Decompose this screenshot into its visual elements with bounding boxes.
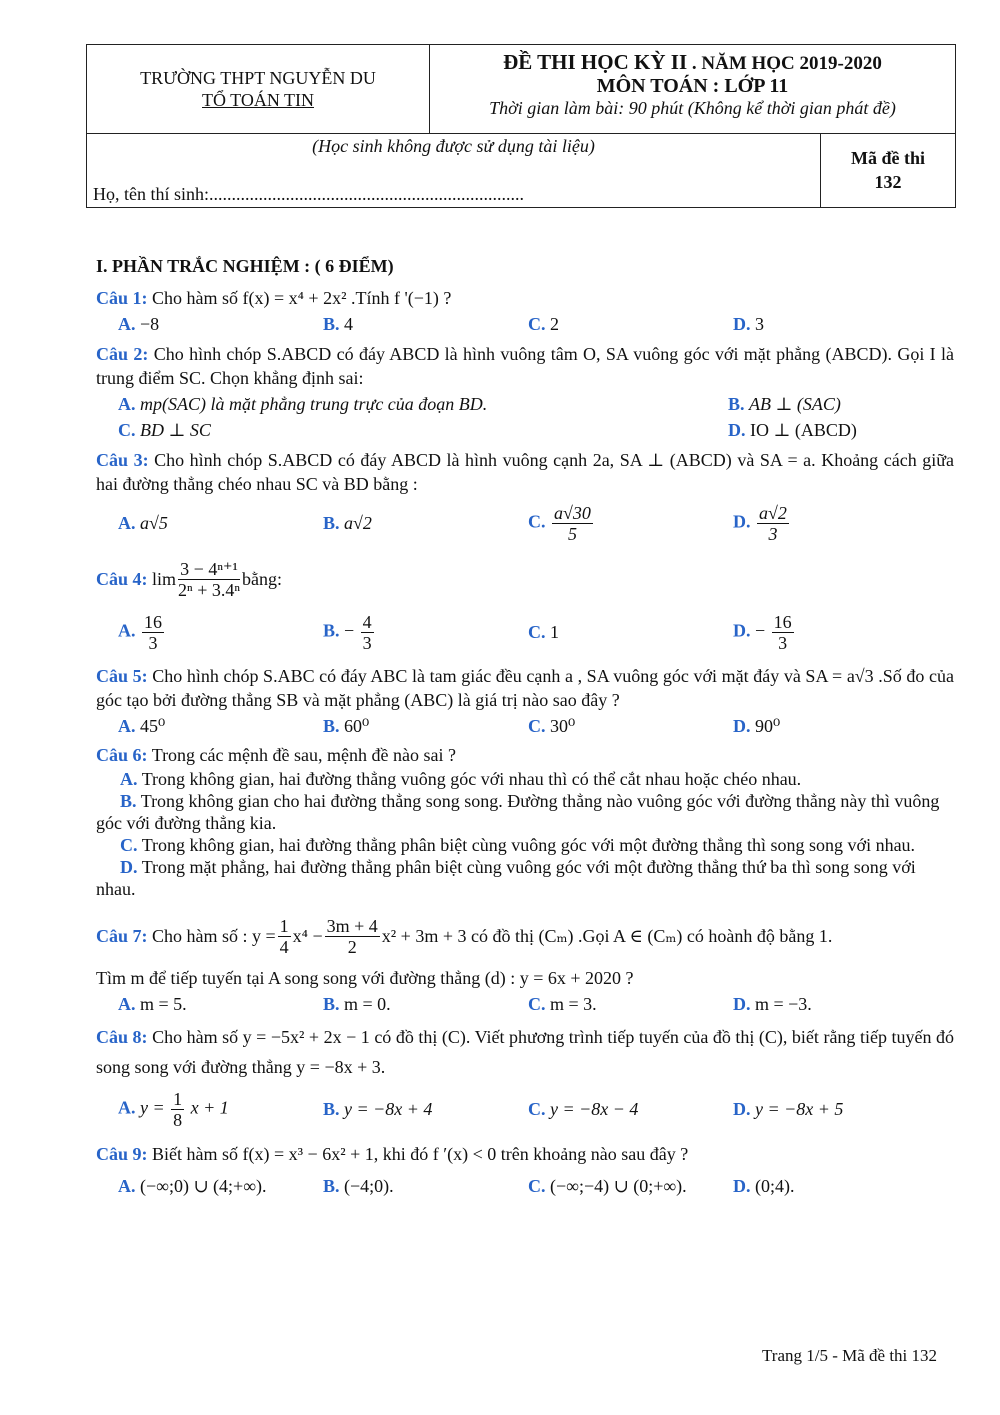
question-label: Câu 5: — [96, 666, 148, 686]
note-cell — [87, 134, 821, 208]
option-d: D. Trong mặt phẳng, hai đường thẳng phân biệt cùng vuông góc với một đường thẳng thứ ba thì song song với nhau. — [96, 857, 916, 899]
question-text: Trong các mệnh đề sau, mệnh đề nào sai ? — [151, 745, 456, 765]
question-6 — [96, 744, 954, 766]
exam-duration: Thời gian làm bài: 90 phút (Không kể thời gian phát đề) — [489, 98, 896, 118]
option-d: D. IO ⊥ (ABCD) — [728, 420, 857, 440]
question-text: Biết hàm số f(x) = x³ − 6x² + 1, khi đó f ′(x) < 0 trên khoảng nào sau đây ? — [152, 1144, 689, 1164]
section-title: I. PHẦN TRẮC NGHIỆM : ( 6 ĐIỂM) — [96, 256, 394, 276]
question-5 — [96, 664, 954, 712]
option-c: C. $\frac{a√30}{5}$ — [528, 502, 591, 544]
option-b: B. (−4;0). — [323, 1176, 394, 1196]
option-a: A. y = $\frac{1}{8}$ x + 1 — [118, 1088, 229, 1130]
question-label: Câu 9: — [96, 1144, 148, 1164]
school-name: TRƯỜNG THPT NGUYỄN DU — [140, 68, 376, 88]
subject-title: MÔN TOÁN : LỚP 11 — [596, 75, 789, 97]
option-d: D. 3 — [733, 314, 764, 334]
exam-title: ĐỀ THI HỌC KỲ II . NĂM HỌC 2019-2020 — [503, 50, 882, 74]
option-a: A. $\frac{16}{3}$ — [118, 611, 162, 653]
option-a: A. mp(SAC) là mặt phẳng trung trực của đoạn BD. — [118, 394, 488, 414]
question-1 — [96, 286, 954, 310]
exam-info-cell — [430, 45, 956, 134]
question-text: Cho hàm số y = −5x² + 2x − 1 có đồ thị (C). Viết phương trình tiếp tuyến của đồ thị (C), biết rằng tiếp tuyến đó song song với đường thẳng y = −8x + 3. — [96, 1027, 954, 1077]
options-q7 — [118, 992, 954, 1016]
option-a: A. a√5 — [118, 513, 168, 533]
option-c: C. y = −8x − 4 — [528, 1099, 639, 1119]
option-a: A. (−∞;0) ∪ (4;+∞). — [118, 1176, 267, 1196]
question-7-line2: Tìm m để tiếp tuyến tại A song song với đường thẳng (d) : y = 6x + 2020 ? — [96, 968, 634, 988]
options-q6 — [96, 768, 954, 900]
question-text: Cho hình chóp S.ABCD có đáy ABCD là hình vuông cạnh 2a, SA ⊥ (ABCD) và SA = a. Khoảng cách giữa hai đường thẳng chéo nhau SC và BD bằng : — [96, 450, 954, 494]
limit-fraction: $\frac{\text{3 − 4ⁿ⁺¹}}{\text{2ⁿ + 3.4ⁿ}}$ — [178, 558, 241, 600]
option-b: B. a√2 — [323, 513, 372, 533]
option-d: D. $\frac{a√2}{3}$ — [733, 502, 787, 544]
options-q8 — [118, 1084, 954, 1134]
option-b: B. y = −8x + 4 — [323, 1099, 433, 1119]
option-b: B. m = 0. — [323, 994, 391, 1014]
option-c: C. (−∞;−4) ∪ (0;+∞). — [528, 1176, 687, 1196]
question-4: Câu 4: lim $\frac{\text{3 − 4ⁿ⁺¹}}{\text{2ⁿ + 3.4ⁿ}}$ bằng: — [96, 558, 283, 600]
options-q2-row1 — [118, 392, 954, 416]
option-d: D. 90⁰ — [733, 716, 781, 736]
option-c: C. m = 3. — [528, 994, 597, 1014]
exam-code-cell — [821, 134, 956, 208]
option-c: C. 30⁰ — [528, 716, 576, 736]
option-c: C. Trong không gian, hai đường thẳng phân biệt cùng vuông góc với một đường thẳng thì song song với nhau. — [120, 835, 916, 855]
question-9 — [96, 1142, 954, 1166]
options-q9 — [118, 1174, 954, 1198]
no-materials-note: (Học sinh không được sử dụng tài liệu) — [312, 136, 595, 156]
candidate-name-line: Họ, tên thí sinh:...................................................................... — [93, 184, 524, 204]
question-text: Cho hình chóp S.ABCD có đáy ABCD là hình vuông tâm O, SA vuông góc với mặt phẳng (ABCD). Gọi I là trung điểm SC. Chọn khẳng định sai: — [96, 344, 955, 388]
questions — [96, 286, 954, 1204]
question-label: Câu 4: — [96, 569, 148, 589]
department-name: TỔ TOÁN TIN — [202, 90, 314, 110]
options-q5 — [118, 714, 954, 738]
question-label: Câu 8: — [96, 1027, 148, 1047]
school-cell — [87, 45, 430, 134]
option-a: A. m = 5. — [118, 994, 187, 1014]
exam-code-label: Mã đề thi — [851, 148, 925, 168]
option-b: B. Trong không gian cho hai đường thẳng song song. Đường thẳng nào vuông góc với đường thẳng này thì vuông góc với đường thẳng kia. — [96, 791, 940, 833]
question-label: Câu 2: — [96, 344, 149, 364]
question-label: Câu 6: — [96, 745, 148, 765]
question-text: Cho hình chóp S.ABC có đáy ABC là tam giác đều cạnh a , SA vuông góc với mặt đáy và SA = a√3 .Số đo của góc tạo bởi đường thẳng SB và mặt phẳng (ABC) là giá trị nào sao đây ? — [96, 666, 955, 710]
option-a: A. Trong không gian, hai đường thẳng vuông góc với nhau thì có thể cắt nhau hoặc chéo nhau. — [120, 769, 802, 789]
options-q3 — [118, 498, 954, 548]
exam-header — [86, 44, 956, 208]
option-c: C. BD ⊥ SC — [118, 420, 211, 440]
option-d: D. (0;4). — [733, 1176, 795, 1196]
option-a: A. 45⁰ — [118, 716, 166, 736]
option-d: D. y = −8x + 5 — [733, 1099, 844, 1119]
option-b: B. AB ⊥ (SAC) — [728, 394, 841, 414]
option-b: B. 60⁰ — [323, 716, 370, 736]
option-d: D. m = −3. — [733, 994, 812, 1014]
question-label: Câu 3: — [96, 450, 149, 470]
options-q2-row2 — [118, 418, 954, 442]
option-c: C. 1 — [528, 622, 559, 642]
question-2 — [96, 342, 954, 390]
options-q4 — [118, 606, 954, 658]
question-3 — [96, 448, 954, 496]
page-footer: Trang 1/5 - Mã đề thi 132 — [762, 1346, 938, 1365]
option-b: B. − $\frac{4}{3}$ — [323, 611, 372, 653]
question-label: Câu 7: — [96, 926, 148, 946]
question-8 — [96, 1022, 954, 1082]
option-d: D. − $\frac{16}{3}$ — [733, 611, 792, 653]
option-b: B. 4 — [323, 314, 354, 334]
option-a: A. −8 — [118, 314, 160, 334]
question-label: Câu 1: — [96, 288, 148, 308]
exam-code: 132 — [874, 172, 902, 192]
options-q1 — [118, 312, 954, 336]
question-7: Câu 7: Cho hàm số : y = $\frac{1}{4}$ x⁴ − $\frac{3m + 4}{2}$ x² + 3m + 3 có đồ thị (Cₘ) .Gọi A ∈ (Cₘ) có hoành độ bằng 1. — [96, 915, 833, 957]
question-text: Cho hàm số f(x) = x⁴ + 2x² .Tính f '(−1) ? — [152, 288, 452, 308]
option-c: C. 2 — [528, 314, 559, 334]
